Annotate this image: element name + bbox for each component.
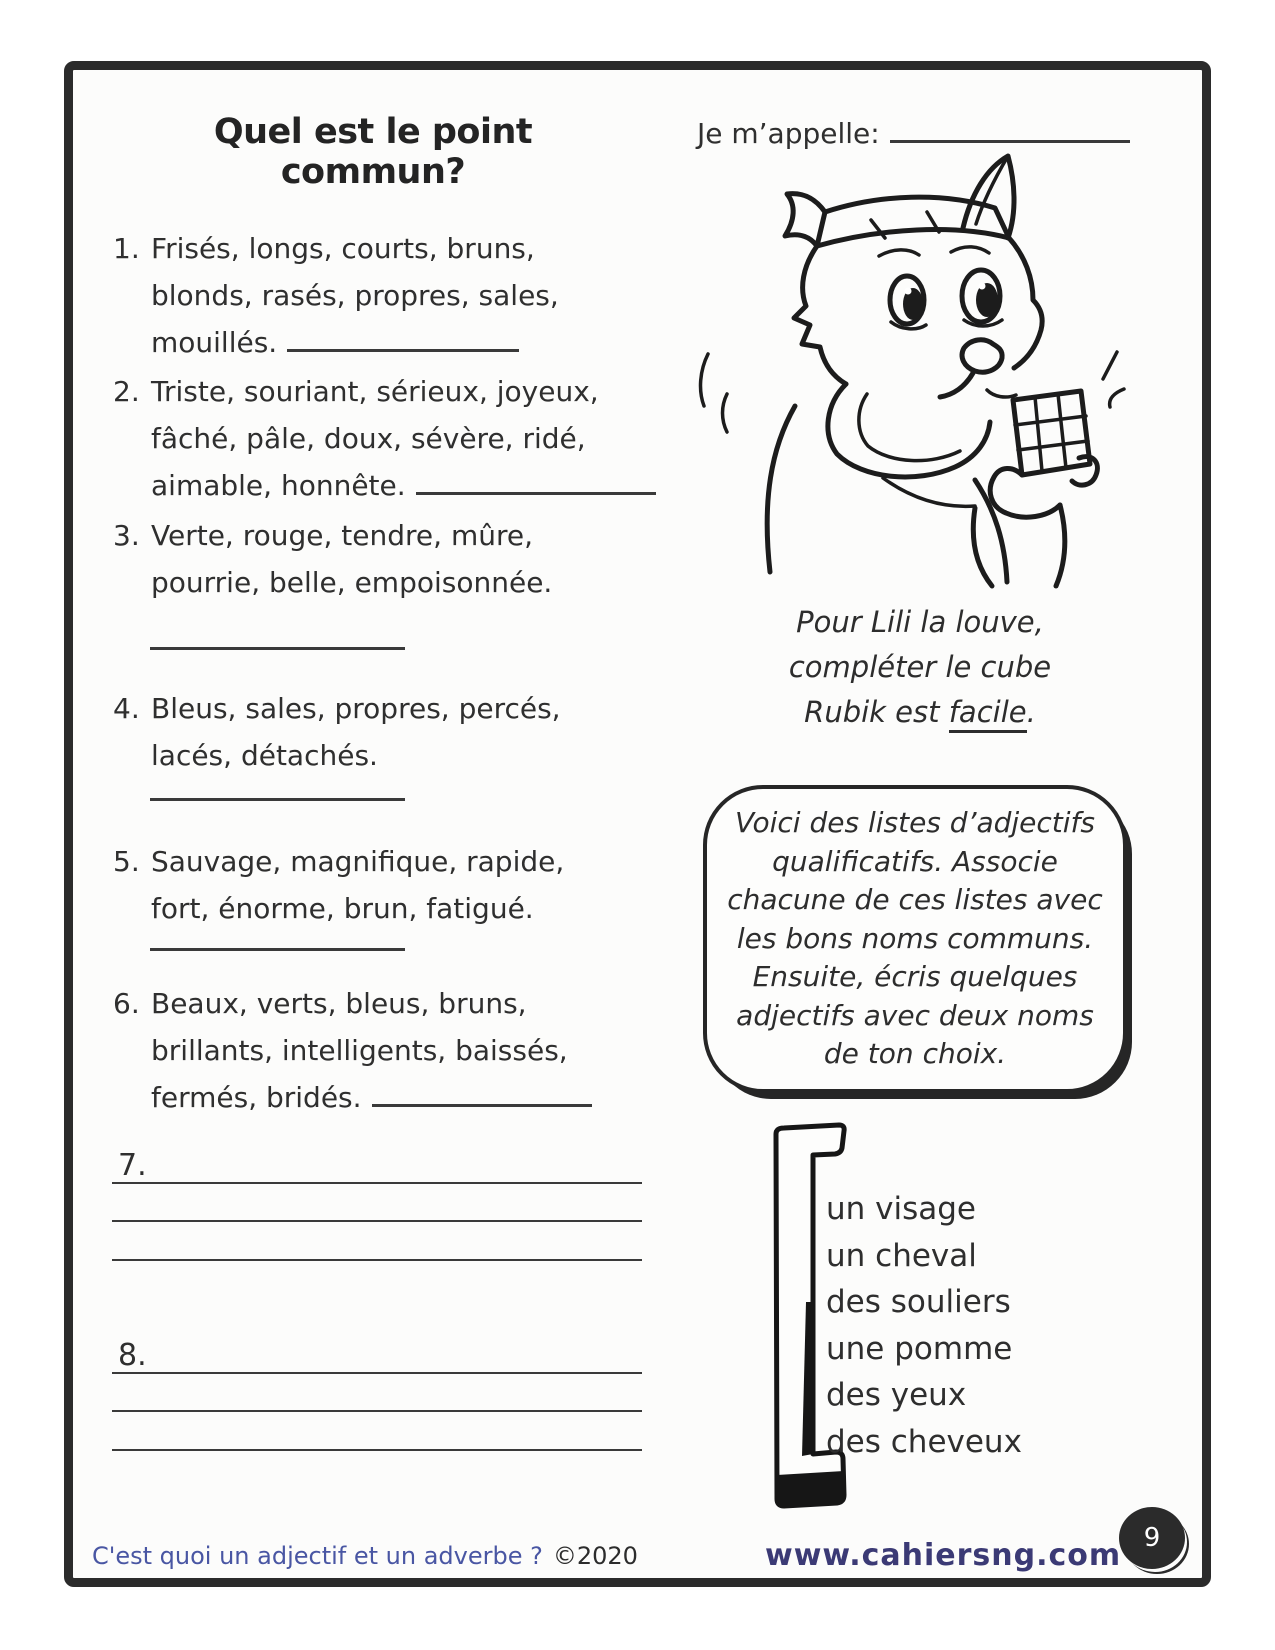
question-line: Sauvage, magnifique, rapide, xyxy=(151,845,565,878)
illustration-caption xyxy=(718,600,1122,735)
name-row xyxy=(697,114,1130,150)
question-number: 4. xyxy=(113,692,140,725)
ruled-line-7a[interactable] xyxy=(112,1179,642,1184)
footer-copyright: ©2020 xyxy=(552,1542,638,1570)
answer-blank-1[interactable] xyxy=(287,343,519,352)
answer-blank-2[interactable] xyxy=(416,486,656,495)
noun-item: un cheval xyxy=(826,1237,977,1274)
underlined-word: facile xyxy=(949,695,1027,733)
bubble-line: de ton choix. xyxy=(823,1037,1007,1071)
ruled-line-8a[interactable] xyxy=(112,1369,642,1374)
answer-blank-4[interactable] xyxy=(150,790,405,801)
answer-blank-5[interactable] xyxy=(150,940,405,951)
question-number: 6. xyxy=(113,987,140,1020)
question-6 xyxy=(113,980,688,1121)
answer-blank-6[interactable] xyxy=(372,1098,592,1107)
question-line: brillants, intelligents, baissés, xyxy=(151,1034,568,1067)
question-line: Frisés, longs, courts, bruns, xyxy=(151,232,535,265)
caption-line: Pour Lili la louve, xyxy=(796,605,1044,639)
bubble-line: qualificatifs. Associe xyxy=(772,844,1058,878)
noun-item: un visage xyxy=(826,1191,977,1227)
bubble-line: les bons noms communs. xyxy=(736,921,1094,955)
question-line: fort, énorme, brun, fatigué. xyxy=(151,892,534,925)
question-4 xyxy=(113,685,688,779)
question-number: 3. xyxy=(113,519,140,552)
bubble-line: Voici des listes d’adjectifs xyxy=(734,806,1096,840)
caption-line: compléter le cube xyxy=(788,650,1052,684)
caption-line: Rubik est facile. xyxy=(718,690,1122,735)
question-line: fermés, bridés. xyxy=(151,1081,362,1114)
answer-blank-3[interactable] xyxy=(150,639,405,650)
question-line: blonds, rasés, propres, sales, xyxy=(151,279,559,312)
name-label: Je m’appelle: xyxy=(697,117,880,150)
instruction-bubble xyxy=(703,785,1127,1093)
question-line: mouillés. xyxy=(151,326,278,359)
page-number: 9 xyxy=(1143,1523,1161,1553)
footer-booklet-title: C'est quoi un adjectif et un adverbe ? xyxy=(92,1542,543,1570)
question-5 xyxy=(113,838,688,932)
bubble-line: Ensuite, écris quelques xyxy=(752,960,1078,994)
question-line: aimable, honnête. xyxy=(151,469,406,502)
name-blank-line[interactable] xyxy=(890,114,1130,143)
page-number-badge xyxy=(1119,1507,1185,1569)
ruled-line-7b[interactable] xyxy=(112,1217,642,1222)
question-3 xyxy=(113,512,688,606)
footer xyxy=(92,1542,638,1570)
ruled-line-7c[interactable] xyxy=(112,1256,642,1261)
bubble-line: adjectifs avec deux noms xyxy=(736,998,1094,1032)
question-line: Verte, rouge, tendre, mûre, xyxy=(151,519,533,552)
question-2 xyxy=(113,368,688,509)
noun-item: des yeux xyxy=(826,1377,967,1413)
question-line: Triste, souriant, sérieux, joyeux, xyxy=(151,375,599,408)
question-8-number: 8. xyxy=(118,1338,147,1373)
ruled-line-8b[interactable] xyxy=(112,1407,642,1412)
ruled-line-8c[interactable] xyxy=(112,1446,642,1451)
question-line: Beaux, verts, bleus, bruns, xyxy=(151,987,527,1020)
noun-item: des cheveux xyxy=(826,1423,1022,1460)
page-title: Quel est le point commun? xyxy=(213,112,533,192)
question-number: 5. xyxy=(113,845,140,878)
question-number: 2. xyxy=(113,375,140,408)
question-line: lacés, détachés. xyxy=(151,739,378,772)
question-line: Bleus, sales, propres, percés, xyxy=(151,692,561,725)
question-1 xyxy=(113,225,688,366)
noun-list xyxy=(826,1186,1022,1465)
noun-item: une pomme xyxy=(826,1330,1013,1367)
noun-item: des souliers xyxy=(826,1284,1011,1320)
bubble-line: chacune de ces listes avec xyxy=(727,883,1103,917)
question-number: 1. xyxy=(113,232,140,265)
wolf-illustration xyxy=(675,148,1145,593)
footer-site-url[interactable]: www.cahiersng.com xyxy=(765,1538,1122,1573)
question-line: pourrie, belle, empoisonnée. xyxy=(151,566,553,599)
question-line: fâché, pâle, doux, sévère, ridé, xyxy=(151,422,586,455)
question-7-number: 7. xyxy=(118,1148,147,1183)
